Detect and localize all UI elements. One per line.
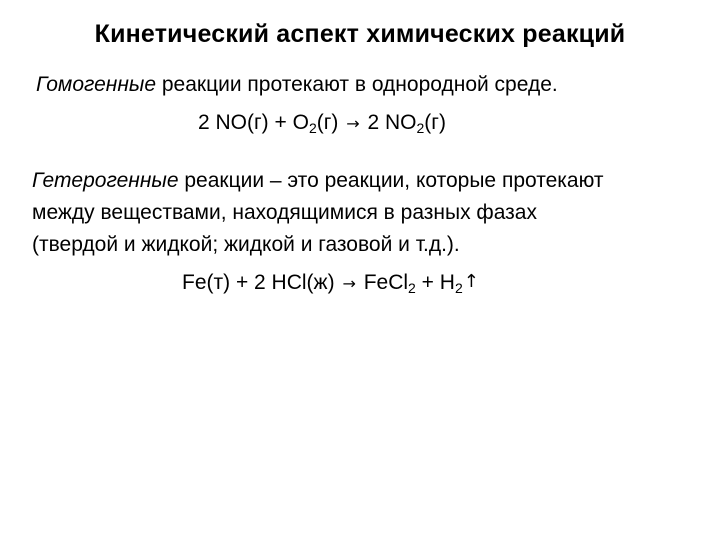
equation-no-oxidation xyxy=(198,110,446,137)
reaction-arrow-icon: → xyxy=(342,274,356,293)
eq1-product-state: (г) xyxy=(424,111,446,134)
reaction-arrow-icon: → xyxy=(346,114,360,133)
heterogeneous-definition-line3: (твердой и жидкой; жидкой и газовой и т.д.). xyxy=(32,233,460,256)
eq1-o2-state: (г) xyxy=(316,111,339,134)
heterogeneous-term: Гетерогенные xyxy=(32,169,179,192)
equation-fe-hcl xyxy=(182,269,479,297)
slide-title: Кинетический аспект химических реакций xyxy=(94,20,626,48)
gas-release-arrow-icon: ↑ xyxy=(463,271,479,292)
eq2-h2-subscript: 2 xyxy=(454,280,463,296)
homogeneous-term: Гомогенные xyxy=(36,73,157,96)
eq2-h: + H xyxy=(421,271,455,294)
eq1-no2-subscript: 2 xyxy=(416,120,425,136)
heterogeneous-definition-line1 xyxy=(32,168,604,194)
eq1-product: 2 NO xyxy=(367,111,417,134)
eq2-reactants: Fe(т) + 2 HCl(ж) xyxy=(182,271,335,294)
homogeneous-text: реакции протекают в однородной среде. xyxy=(156,73,558,96)
heterogeneous-text-1: реакции – это реакции, которые протекают xyxy=(178,169,604,192)
eq1-o2-subscript: 2 xyxy=(308,120,317,136)
eq2-fecl: FeCl xyxy=(363,271,409,294)
eq1-reactants: 2 NO(г) + O xyxy=(198,111,309,134)
homogeneous-definition xyxy=(36,72,558,98)
eq2-fecl-subscript: 2 xyxy=(408,280,416,296)
heterogeneous-definition-line2: между веществами, находящимися в разных фазах xyxy=(32,201,537,224)
